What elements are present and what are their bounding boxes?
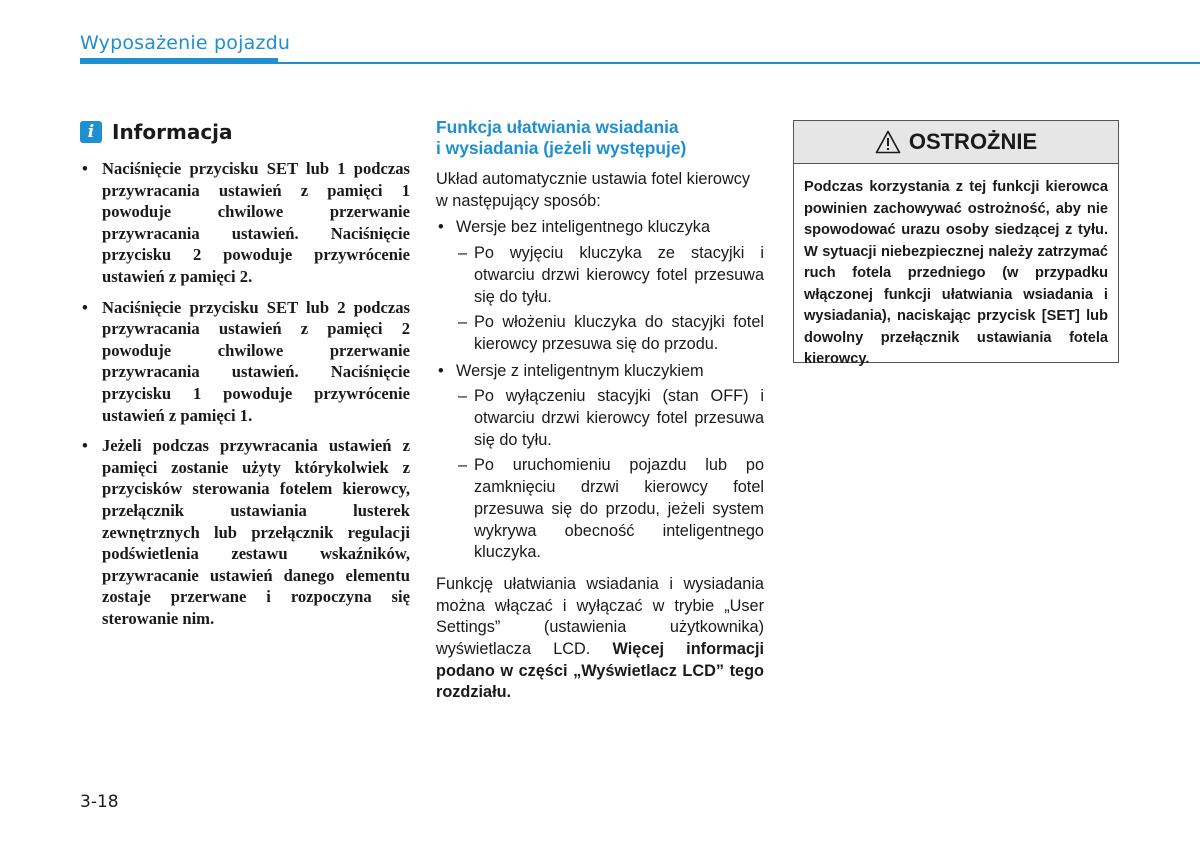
closing-reference: Więcej informacji podano w części „Wyświetlacz LCD” tego rozdziału. <box>436 640 764 702</box>
info-list-item: • Naciśnięcie przycisku SET lub 2 podczas przywracania ustawień z pamięci 2 powoduje chwilowe przerwanie przywracania ustawień. Naciśnięcie przycisku 1 powoduje przywrócenie ustawień z pamięci 1. <box>80 297 410 427</box>
function-intro: Układ automatycznie ustawia fotel kierowcy w następujący sposób: <box>436 170 751 210</box>
info-list-item: • Jeżeli podczas przywracania ustawień z pamięci zostanie użyty którykolwiek z przycisków sterowania fotelem kierowcy, przełącznik ustawiania lusterek zewnętrznych lub przełącznik regulacji podświetlenia zestawu wskaźników, przywracanie ustawień danego elementu zostaje przerwane i rozpoczyna się sterowanie nim. <box>80 435 410 629</box>
page-number: 3-18 <box>80 792 119 812</box>
bullet-smart-key: • Wersje z inteligentnym kluczykiem <box>436 361 764 383</box>
dash-item: – Po włożeniu kluczyka do stacyjki fotel kierowcy przesuwa się do przodu. <box>436 312 764 355</box>
closing-text: Funkcję ułatwiania wsiadania i wysiadania można włączać i wyłączać w trybie „User Settings” (ustawienia użytkownika) wyświetlacza LCD. <box>436 574 764 659</box>
closing-paragraph <box>436 574 764 704</box>
section-header-title: Wyposażenie pojazdu <box>80 32 291 54</box>
caution-box <box>793 120 1119 367</box>
dash-item: – Po wyjęciu kluczyka ze stacyjki i otwarciu drzwi kierowcy fotel przesuwa się do tyłu. <box>436 243 764 308</box>
caution-title: OSTROŻNIE <box>908 129 1038 154</box>
info-heading <box>80 120 410 144</box>
header-rule-accent <box>80 58 278 64</box>
bullet-no-smart-key: • Wersje bez inteligentnego kluczyka <box>436 217 764 239</box>
info-icon: i <box>80 121 102 143</box>
caution-body: Podczas korzystania z tej funkcji kierowca powinien zachowywać ostrożność, aby nie spowodować urazu osoby siedzącej z tyłu. W sytuacji niebezpiecznej należy zatrzymać ruch fotela przedniego (w przypadku włączonej funkcji ułatwiania wsiadania i wysiadania), naciskając przycisk [SET] lub dowolny przełącznik ustawiania fotela kierowcy. <box>804 179 1108 367</box>
caution-header <box>794 121 1118 164</box>
info-list-item: • Naciśnięcie przycisku SET lub 1 podczas przywracania ustawień z pamięci 1 powoduje chwilowe przerwanie przywracania ustawień. Naciśnięcie przycisku 2 powoduje przywrócenie ustawień z pamięci 2. <box>80 158 410 288</box>
dash-item: – Po wyłączeniu stacyjki (stan OFF) i otwarciu drzwi kierowcy fotel przesuwa się do tyłu. <box>436 386 764 451</box>
info-column <box>80 120 410 638</box>
function-title-line1: Funkcja ułatwiania wsiadania <box>436 117 679 137</box>
function-section-title <box>436 117 764 159</box>
warning-triangle-icon <box>875 130 901 154</box>
function-title-line2: i wysiadania (jeżeli występuje) <box>436 138 687 158</box>
info-list <box>80 158 410 629</box>
dash-item: – Po uruchomieniu pojazdu lub po zamknięciu drzwi kierowcy fotel przesuwa się do przodu, jeżeli system wykrywa obecność inteligentnego kluczyka. <box>436 455 764 564</box>
function-column <box>436 117 764 704</box>
info-title: Informacja <box>112 120 233 144</box>
